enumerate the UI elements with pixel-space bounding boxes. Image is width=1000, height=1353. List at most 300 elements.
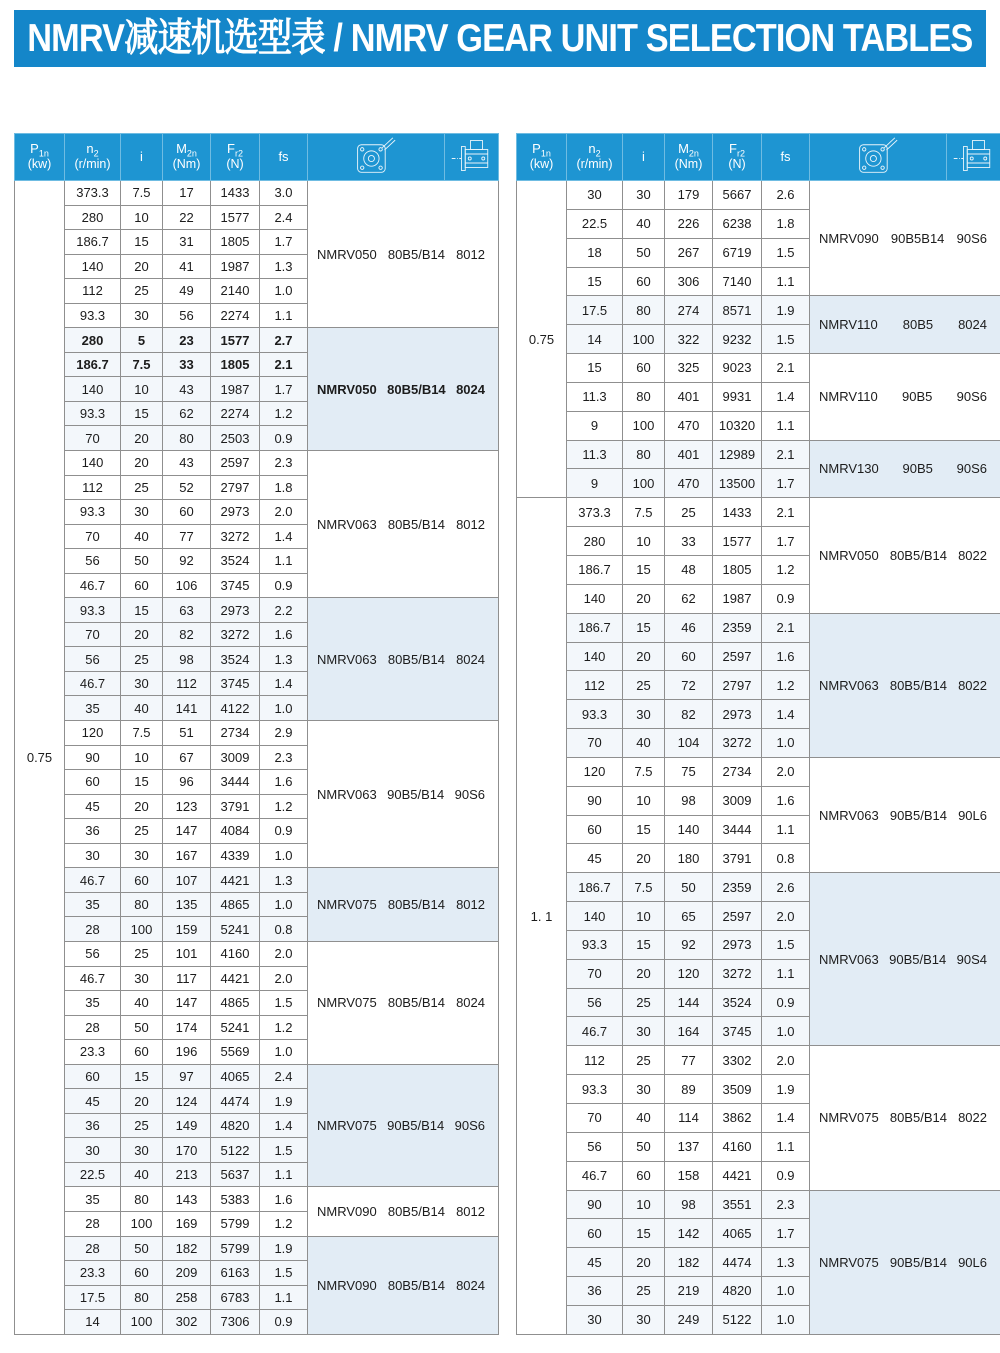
torque-cell: 147 bbox=[163, 819, 211, 844]
table-row bbox=[517, 354, 1000, 383]
model-name: NMRV130 bbox=[819, 461, 879, 477]
ratio-cell: 20 bbox=[623, 642, 665, 671]
ratio-cell: 60 bbox=[623, 354, 665, 383]
speed-cell: 70 bbox=[65, 426, 121, 451]
gearbox-front-icon bbox=[308, 134, 445, 181]
torque-cell: 306 bbox=[665, 267, 713, 296]
fs-cell: 2.4 bbox=[260, 205, 308, 230]
speed-cell: 186.7 bbox=[567, 613, 623, 642]
speed-cell: 140 bbox=[567, 642, 623, 671]
radial-load-cell: 3745 bbox=[211, 671, 260, 696]
radial-load-cell: 1805 bbox=[713, 555, 762, 584]
model-flange: 80B5/B14 bbox=[889, 1110, 947, 1126]
radial-load-cell: 1433 bbox=[211, 181, 260, 206]
torque-cell: 180 bbox=[665, 844, 713, 873]
radial-load-cell: 2359 bbox=[713, 613, 762, 642]
model-name: NMRV090 bbox=[317, 1277, 377, 1293]
ratio-cell: 80 bbox=[623, 296, 665, 325]
ratio-cell: 40 bbox=[121, 991, 163, 1016]
speed-cell: 70 bbox=[65, 524, 121, 549]
col-fs: fs bbox=[260, 134, 308, 181]
model-cell bbox=[308, 1236, 499, 1334]
fs-cell: 1.5 bbox=[762, 238, 810, 267]
model-flange: 90B5/B14 bbox=[889, 807, 947, 823]
ratio-cell: 20 bbox=[121, 1089, 163, 1114]
ratio-cell: 60 bbox=[623, 267, 665, 296]
radial-load-cell: 2274 bbox=[211, 401, 260, 426]
speed-cell: 45 bbox=[65, 794, 121, 819]
speed-cell: 280 bbox=[65, 205, 121, 230]
radial-load-cell: 2734 bbox=[211, 721, 260, 746]
torque-cell: 17 bbox=[163, 181, 211, 206]
speed-cell: 14 bbox=[567, 325, 623, 354]
model-name: NMRV050 bbox=[819, 547, 879, 563]
radial-load-cell: 3551 bbox=[713, 1190, 762, 1219]
model-flange: 90B5/B14 bbox=[889, 951, 947, 967]
fs-cell: 1.4 bbox=[260, 524, 308, 549]
radial-load-cell: 3272 bbox=[211, 622, 260, 647]
ratio-cell: 30 bbox=[623, 1017, 665, 1046]
model-motor: 8022 bbox=[958, 547, 987, 563]
fs-cell: 1.4 bbox=[762, 700, 810, 729]
speed-cell: 93.3 bbox=[567, 930, 623, 959]
radial-load-cell: 12989 bbox=[713, 440, 762, 469]
torque-cell: 62 bbox=[665, 584, 713, 613]
speed-cell: 56 bbox=[567, 1132, 623, 1161]
col-speed: $n_2$ (r/min) bbox=[567, 134, 623, 181]
speed-cell: 46.7 bbox=[567, 1017, 623, 1046]
ratio-cell: 80 bbox=[121, 1285, 163, 1310]
fs-cell: 1.6 bbox=[260, 622, 308, 647]
fs-cell: 2.2 bbox=[260, 598, 308, 623]
fs-cell: 1.1 bbox=[762, 959, 810, 988]
fs-cell: 1.0 bbox=[260, 1040, 308, 1065]
torque-cell: 104 bbox=[665, 729, 713, 758]
fs-cell: 2.3 bbox=[260, 745, 308, 770]
torque-cell: 107 bbox=[163, 868, 211, 893]
model-name: NMRV075 bbox=[819, 1254, 879, 1270]
radial-load-cell: 2503 bbox=[211, 426, 260, 451]
radial-load-cell: 4065 bbox=[713, 1219, 762, 1248]
table-row bbox=[517, 1190, 1000, 1219]
page-title: NMRV减速机选型表 / NMRV GEAR UNIT SELECTION TABLES bbox=[27, 17, 973, 60]
table-row bbox=[15, 1236, 499, 1261]
table-header bbox=[517, 134, 1000, 181]
fs-cell: 1.0 bbox=[762, 1017, 810, 1046]
ratio-cell: 10 bbox=[623, 1190, 665, 1219]
ratio-cell: 10 bbox=[121, 745, 163, 770]
fs-cell: 1.1 bbox=[762, 267, 810, 296]
torque-cell: 159 bbox=[163, 917, 211, 942]
speed-cell: 15 bbox=[567, 354, 623, 383]
speed-cell: 112 bbox=[65, 475, 121, 500]
speed-cell: 112 bbox=[567, 671, 623, 700]
ratio-cell: 20 bbox=[121, 426, 163, 451]
radial-load-cell: 3302 bbox=[713, 1046, 762, 1075]
ratio-cell: 15 bbox=[121, 230, 163, 255]
col-torque: $M_{2n}$ (Nm) bbox=[665, 134, 713, 181]
table-row bbox=[517, 757, 1000, 786]
model-cell bbox=[308, 1187, 499, 1236]
torque-cell: 196 bbox=[163, 1040, 211, 1065]
radial-load-cell: 1987 bbox=[211, 254, 260, 279]
speed-cell: 60 bbox=[65, 770, 121, 795]
radial-load-cell: 3745 bbox=[211, 573, 260, 598]
radial-load-cell: 1577 bbox=[713, 527, 762, 556]
torque-cell: 80 bbox=[163, 426, 211, 451]
speed-cell: 373.3 bbox=[65, 181, 121, 206]
radial-load-cell: 4421 bbox=[211, 966, 260, 991]
torque-cell: 267 bbox=[665, 238, 713, 267]
speed-cell: 28 bbox=[65, 1236, 121, 1261]
ratio-cell: 7.5 bbox=[121, 721, 163, 746]
model-cell bbox=[308, 868, 499, 942]
radial-load-cell: 4160 bbox=[713, 1132, 762, 1161]
model-flange: 80B5/B14 bbox=[889, 547, 947, 563]
model-cell bbox=[810, 181, 1000, 296]
fs-cell: 2.0 bbox=[260, 966, 308, 991]
model-name: NMRV063 bbox=[317, 786, 377, 802]
radial-load-cell: 3444 bbox=[211, 770, 260, 795]
fs-cell: 1.3 bbox=[260, 254, 308, 279]
fs-cell: 1.9 bbox=[762, 1075, 810, 1104]
radial-load-cell: 6238 bbox=[713, 209, 762, 238]
radial-load-cell: 2734 bbox=[713, 757, 762, 786]
radial-load-cell: 9931 bbox=[713, 382, 762, 411]
torque-cell: 96 bbox=[163, 770, 211, 795]
radial-load-cell: 2797 bbox=[713, 671, 762, 700]
ratio-cell: 10 bbox=[623, 902, 665, 931]
fs-cell: 1.9 bbox=[260, 1089, 308, 1114]
model-name: NMRV110 bbox=[819, 317, 878, 333]
col-fs: fs bbox=[762, 134, 810, 181]
fs-cell: 1.5 bbox=[260, 1261, 308, 1286]
fs-cell: 1.0 bbox=[260, 279, 308, 304]
model-motor: 8012 bbox=[456, 516, 485, 532]
speed-cell: 120 bbox=[567, 757, 623, 786]
radial-load-cell: 3745 bbox=[713, 1017, 762, 1046]
fs-cell: 1.9 bbox=[260, 1236, 308, 1261]
speed-cell: 112 bbox=[65, 279, 121, 304]
radial-load-cell: 2797 bbox=[211, 475, 260, 500]
torque-cell: 170 bbox=[163, 1138, 211, 1163]
ratio-cell: 25 bbox=[121, 279, 163, 304]
ratio-cell: 20 bbox=[121, 622, 163, 647]
speed-cell: 30 bbox=[567, 181, 623, 210]
torque-cell: 274 bbox=[665, 296, 713, 325]
fs-cell: 0.9 bbox=[260, 819, 308, 844]
ratio-cell: 80 bbox=[121, 1187, 163, 1212]
model-flange: 80B5/B14 bbox=[387, 651, 445, 667]
ratio-cell: 40 bbox=[623, 729, 665, 758]
table-row bbox=[15, 328, 499, 353]
fs-cell: 2.1 bbox=[260, 352, 308, 377]
ratio-cell: 80 bbox=[121, 892, 163, 917]
ratio-cell: 30 bbox=[623, 181, 665, 210]
model-flange: 80B5/B14 bbox=[387, 1277, 445, 1293]
fs-cell: 1.5 bbox=[762, 325, 810, 354]
radial-load-cell: 13500 bbox=[713, 469, 762, 498]
model-name: NMRV090 bbox=[819, 230, 879, 246]
radial-load-cell: 4820 bbox=[211, 1113, 260, 1138]
torque-cell: 140 bbox=[665, 815, 713, 844]
ratio-cell: 10 bbox=[121, 377, 163, 402]
torque-cell: 470 bbox=[665, 411, 713, 440]
model-cell bbox=[308, 1064, 499, 1187]
model-flange: 80B5/B14 bbox=[387, 897, 445, 913]
speed-cell: 46.7 bbox=[65, 966, 121, 991]
speed-cell: 28 bbox=[65, 917, 121, 942]
ratio-cell: 20 bbox=[623, 1248, 665, 1277]
table-row bbox=[15, 721, 499, 746]
speed-cell: 373.3 bbox=[567, 498, 623, 527]
radial-load-cell: 4065 bbox=[211, 1064, 260, 1089]
fs-cell: 1.9 bbox=[762, 296, 810, 325]
model-cell bbox=[308, 181, 499, 328]
ratio-cell: 50 bbox=[121, 1015, 163, 1040]
fs-cell: 2.0 bbox=[762, 1046, 810, 1075]
torque-cell: 41 bbox=[163, 254, 211, 279]
radial-load-cell: 4421 bbox=[211, 868, 260, 893]
ratio-cell: 25 bbox=[121, 1113, 163, 1138]
radial-load-cell: 8571 bbox=[713, 296, 762, 325]
radial-load-cell: 5241 bbox=[211, 1015, 260, 1040]
model-flange: 80B5/B14 bbox=[387, 246, 445, 262]
fs-cell: 1.2 bbox=[260, 1211, 308, 1236]
speed-cell: 140 bbox=[65, 254, 121, 279]
torque-cell: 77 bbox=[163, 524, 211, 549]
fs-cell: 1.8 bbox=[260, 475, 308, 500]
table-row bbox=[517, 873, 1000, 902]
ratio-cell: 100 bbox=[623, 469, 665, 498]
model-flange: 90B5 bbox=[902, 461, 933, 477]
fs-cell: 0.8 bbox=[260, 917, 308, 942]
speed-cell: 56 bbox=[65, 941, 121, 966]
speed-cell: 45 bbox=[65, 1089, 121, 1114]
ratio-cell: 5 bbox=[121, 328, 163, 353]
gear-selection-table-right bbox=[516, 133, 1000, 1335]
torque-cell: 142 bbox=[665, 1219, 713, 1248]
ratio-cell: 40 bbox=[623, 1104, 665, 1133]
ratio-cell: 80 bbox=[623, 440, 665, 469]
model-name: NMRV063 bbox=[819, 951, 879, 967]
torque-cell: 158 bbox=[665, 1161, 713, 1190]
radial-load-cell: 4474 bbox=[211, 1089, 260, 1114]
radial-load-cell: 3009 bbox=[211, 745, 260, 770]
speed-cell: 46.7 bbox=[567, 1161, 623, 1190]
speed-cell: 140 bbox=[65, 377, 121, 402]
fs-cell: 0.9 bbox=[260, 1310, 308, 1335]
model-motor: 8024 bbox=[456, 381, 485, 397]
speed-cell: 9 bbox=[567, 469, 623, 498]
table-row bbox=[15, 941, 499, 966]
power-cell: 0.75 bbox=[517, 181, 567, 498]
col-radial-load: $F_{r2}$ (N) bbox=[211, 134, 260, 181]
speed-cell: 28 bbox=[65, 1211, 121, 1236]
speed-cell: 93.3 bbox=[65, 401, 121, 426]
torque-cell: 112 bbox=[163, 671, 211, 696]
speed-cell: 93.3 bbox=[65, 500, 121, 525]
speed-cell: 22.5 bbox=[65, 1162, 121, 1187]
table-row bbox=[517, 296, 1000, 325]
torque-cell: 92 bbox=[665, 930, 713, 959]
torque-cell: 98 bbox=[665, 786, 713, 815]
speed-cell: 23.3 bbox=[65, 1261, 121, 1286]
model-flange: 90B5/B14 bbox=[387, 786, 445, 802]
ratio-cell: 30 bbox=[121, 303, 163, 328]
ratio-cell: 15 bbox=[623, 613, 665, 642]
fs-cell: 1.2 bbox=[260, 794, 308, 819]
ratio-cell: 15 bbox=[623, 555, 665, 584]
title-bar bbox=[14, 10, 986, 67]
fs-cell: 1.5 bbox=[260, 991, 308, 1016]
model-cell bbox=[810, 354, 1000, 441]
torque-cell: 56 bbox=[163, 303, 211, 328]
radial-load-cell: 6719 bbox=[713, 238, 762, 267]
model-cell bbox=[810, 1046, 1000, 1190]
ratio-cell: 15 bbox=[623, 815, 665, 844]
torque-cell: 179 bbox=[665, 181, 713, 210]
model-flange: 80B5 bbox=[902, 317, 934, 333]
fs-cell: 1.3 bbox=[260, 647, 308, 672]
torque-cell: 149 bbox=[163, 1113, 211, 1138]
table-row bbox=[15, 598, 499, 623]
ratio-cell: 60 bbox=[121, 573, 163, 598]
torque-cell: 117 bbox=[163, 966, 211, 991]
model-name: NMRV075 bbox=[317, 897, 377, 913]
speed-cell: 93.3 bbox=[65, 598, 121, 623]
speed-cell: 186.7 bbox=[567, 555, 623, 584]
speed-cell: 30 bbox=[65, 1138, 121, 1163]
fs-cell: 2.0 bbox=[260, 500, 308, 525]
ratio-cell: 15 bbox=[121, 770, 163, 795]
torque-cell: 51 bbox=[163, 721, 211, 746]
torque-cell: 169 bbox=[163, 1211, 211, 1236]
speed-cell: 140 bbox=[567, 902, 623, 931]
ratio-cell: 20 bbox=[121, 254, 163, 279]
torque-cell: 63 bbox=[163, 598, 211, 623]
ratio-cell: 20 bbox=[623, 959, 665, 988]
model-name: NMRV063 bbox=[819, 677, 879, 693]
torque-cell: 325 bbox=[665, 354, 713, 383]
model-motor: 8012 bbox=[456, 246, 485, 262]
model-flange: 90B5/B14 bbox=[387, 1118, 445, 1134]
speed-cell: 35 bbox=[65, 696, 121, 721]
fs-cell: 0.9 bbox=[762, 584, 810, 613]
torque-cell: 77 bbox=[665, 1046, 713, 1075]
radial-load-cell: 3444 bbox=[713, 815, 762, 844]
ratio-cell: 10 bbox=[623, 527, 665, 556]
ratio-cell: 20 bbox=[121, 451, 163, 476]
torque-cell: 43 bbox=[163, 377, 211, 402]
torque-cell: 75 bbox=[665, 757, 713, 786]
speed-cell: 140 bbox=[65, 451, 121, 476]
ratio-cell: 15 bbox=[623, 1219, 665, 1248]
torque-cell: 82 bbox=[163, 622, 211, 647]
speed-cell: 11.3 bbox=[567, 440, 623, 469]
radial-load-cell: 1577 bbox=[211, 328, 260, 353]
ratio-cell: 10 bbox=[623, 786, 665, 815]
ratio-cell: 7.5 bbox=[623, 873, 665, 902]
ratio-cell: 7.5 bbox=[121, 352, 163, 377]
model-cell bbox=[308, 451, 499, 598]
fs-cell: 1.0 bbox=[260, 696, 308, 721]
radial-load-cell: 7306 bbox=[211, 1310, 260, 1335]
radial-load-cell: 2359 bbox=[713, 873, 762, 902]
model-name: NMRV063 bbox=[819, 807, 879, 823]
model-flange: 80B5/B14 bbox=[387, 381, 446, 397]
speed-cell: 36 bbox=[65, 819, 121, 844]
fs-cell: 1.1 bbox=[260, 303, 308, 328]
torque-cell: 209 bbox=[163, 1261, 211, 1286]
torque-cell: 97 bbox=[163, 1064, 211, 1089]
torque-cell: 98 bbox=[665, 1190, 713, 1219]
fs-cell: 0.8 bbox=[762, 844, 810, 873]
radial-load-cell: 1987 bbox=[211, 377, 260, 402]
fs-cell: 2.0 bbox=[762, 757, 810, 786]
fs-cell: 1.3 bbox=[260, 868, 308, 893]
table-body-left bbox=[15, 181, 499, 1335]
fs-cell: 0.9 bbox=[762, 988, 810, 1017]
model-motor: 8022 bbox=[958, 677, 987, 693]
speed-cell: 60 bbox=[65, 1064, 121, 1089]
ratio-cell: 100 bbox=[121, 1211, 163, 1236]
fs-cell: 1.0 bbox=[762, 729, 810, 758]
speed-cell: 56 bbox=[65, 647, 121, 672]
ratio-cell: 15 bbox=[121, 401, 163, 426]
radial-load-cell: 5569 bbox=[211, 1040, 260, 1065]
radial-load-cell: 2274 bbox=[211, 303, 260, 328]
fs-cell: 2.7 bbox=[260, 328, 308, 353]
fs-cell: 0.9 bbox=[260, 573, 308, 598]
ratio-cell: 50 bbox=[121, 1236, 163, 1261]
model-cell bbox=[810, 757, 1000, 872]
model-cell bbox=[308, 598, 499, 721]
fs-cell: 1.4 bbox=[762, 382, 810, 411]
radial-load-cell: 4474 bbox=[713, 1248, 762, 1277]
fs-cell: 2.1 bbox=[762, 498, 810, 527]
radial-load-cell: 5122 bbox=[211, 1138, 260, 1163]
torque-cell: 322 bbox=[665, 325, 713, 354]
torque-cell: 182 bbox=[163, 1236, 211, 1261]
speed-cell: 186.7 bbox=[65, 352, 121, 377]
radial-load-cell: 3272 bbox=[713, 959, 762, 988]
torque-cell: 401 bbox=[665, 440, 713, 469]
table-row bbox=[517, 498, 1000, 527]
torque-cell: 22 bbox=[163, 205, 211, 230]
torque-cell: 101 bbox=[163, 941, 211, 966]
radial-load-cell: 2973 bbox=[211, 598, 260, 623]
radial-load-cell: 3272 bbox=[713, 729, 762, 758]
gear-selection-table-left bbox=[14, 133, 499, 1335]
ratio-cell: 30 bbox=[121, 671, 163, 696]
speed-cell: 17.5 bbox=[65, 1285, 121, 1310]
model-flange: 90B5B14 bbox=[890, 230, 945, 246]
fs-cell: 1.7 bbox=[762, 469, 810, 498]
model-flange: 80B5/B14 bbox=[387, 995, 445, 1011]
ratio-cell: 100 bbox=[121, 1310, 163, 1335]
radial-load-cell: 4122 bbox=[211, 696, 260, 721]
torque-cell: 92 bbox=[163, 549, 211, 574]
table-row bbox=[15, 1187, 499, 1212]
radial-load-cell: 1987 bbox=[713, 584, 762, 613]
ratio-cell: 30 bbox=[623, 1075, 665, 1104]
torque-cell: 67 bbox=[163, 745, 211, 770]
radial-load-cell: 1577 bbox=[211, 205, 260, 230]
fs-cell: 2.3 bbox=[260, 451, 308, 476]
radial-load-cell: 2973 bbox=[713, 700, 762, 729]
model-name: NMRV075 bbox=[317, 1118, 377, 1134]
